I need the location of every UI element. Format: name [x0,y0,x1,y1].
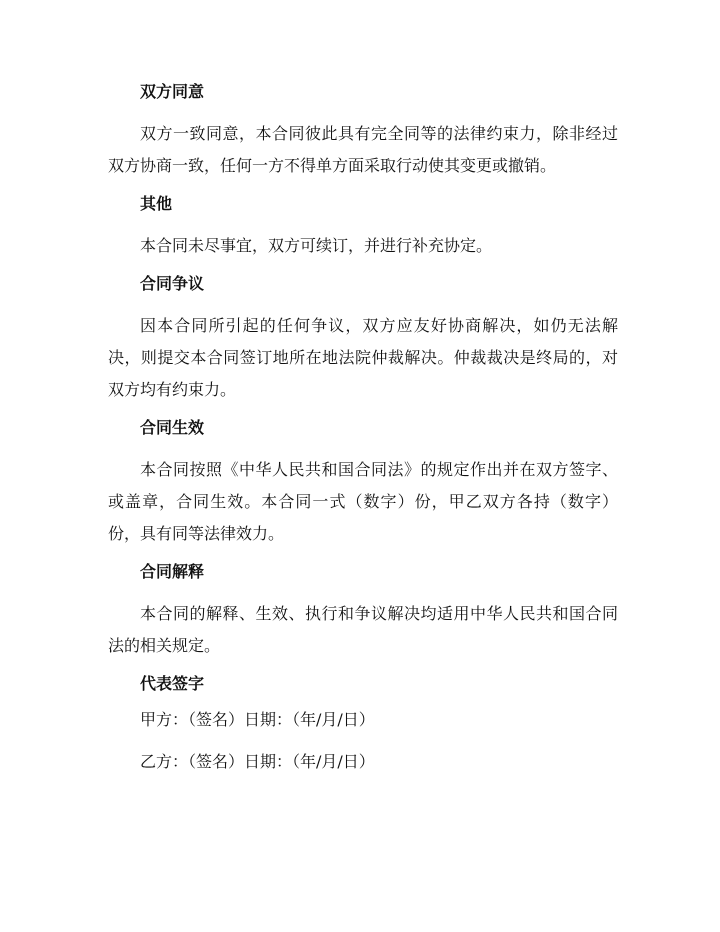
signature-heading: 代表签字 [140,674,205,693]
section-heading: 合同争议 [140,274,205,293]
section-heading: 合同解释 [140,562,205,581]
section-contract-interpretation [108,562,618,662]
section-paragraph: 因本合同所引起的任何争议，双方应友好协商解决，如仍无法解决，则提交本合同签订地所在地法院仲裁解决。仲裁裁决是终局的，对双方均有约束力。 [108,316,618,399]
section-heading: 双方同意 [140,82,205,101]
party-b-signature-line: 乙方：（签名）日期：（年/月/日） [140,752,375,771]
section-heading: 其他 [140,194,173,213]
section-paragraph: 本合同未尽事宜，双方可续订，并进行补充协定。 [140,236,493,255]
section-other [108,194,618,262]
section-mutual-agreement [108,82,618,182]
section-paragraph: 本合同按照《中华人民共和国合同法》的规定作出并在双方签字、或盖章，合同生效。本合同一式（数字）份，甲乙双方各持（数字）份，具有同等法律效力。 [108,460,618,543]
document-content [108,82,618,794]
section-signature [108,674,618,772]
party-a-signature-line: 甲方：（签名）日期：（年/月/日） [140,710,375,729]
section-heading: 合同生效 [140,418,205,437]
section-paragraph: 双方一致同意，本合同彼此具有完全同等的法律约束力，除非经过双方协商一致，任何一方不得单方面采取行动使其变更或撤销。 [108,124,618,175]
section-contract-effect [108,418,618,550]
section-contract-dispute [108,274,618,406]
section-paragraph: 本合同的解释、生效、执行和争议解决均适用中华人民共和国合同法的相关规定。 [108,604,618,655]
